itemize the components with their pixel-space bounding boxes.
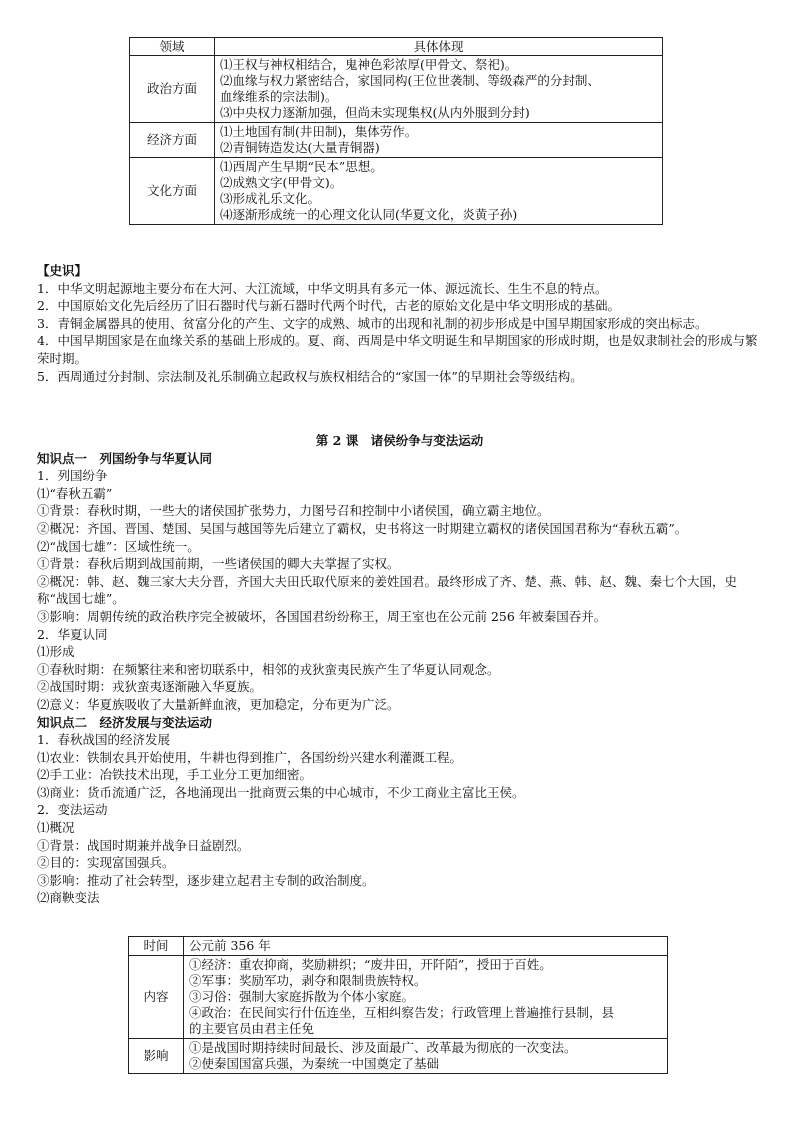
text-line: ①背景：春秋后期到战国前期，一些诸侯国的卿大夫掌握了实权。 [37,556,400,572]
content-line: ⑵成熟文字(甲骨文)。 [220,175,343,190]
list-item: 5．西周通过分封制、宗法制及礼乐制确立起政权与族权相结合的“家国一体”的早期社会等级结构。 [37,368,583,384]
row-content [215,56,663,123]
row-content [184,956,668,1039]
content-line: 血缘维系的宗法制)。 [220,89,338,104]
content-line: ⑶形成礼乐文化。 [220,191,321,206]
text-line: 2．华夏认同 [37,626,108,642]
row-label: 内容 [129,956,184,1039]
content-line: 公元前 356 年 [189,938,271,953]
text-line: ②目的：实现富国强兵。 [37,855,175,871]
content-line: ⑶中央权力逐渐加强，但尚未实现集权(从内外服到分封) [220,105,530,120]
text-line: ③影响：推动了社会转型，逐步建立起君主专制的政治制度。 [37,872,375,888]
text-line: 1．列国纷争 [37,468,108,484]
knowledge-point-title: 知识点一 列国纷争与华夏认同 [37,450,213,466]
content-line: ⑷逐渐形成统一的心理文化认同(华夏文化，炎黄子孙) [220,207,518,222]
content-line: ②使秦国国富兵强，为秦统一中国奠定了基础 [189,1056,440,1071]
content-line: 的主要官员由君主任免 [189,1021,315,1036]
list-item: 3．青铜金属器具的使用、贫富分化的产生、文字的成熟、城市的出现和礼制的初步形成是中国早期国家形成的突出标志。 [37,315,708,331]
text-line: ⑴形成 [37,644,75,660]
row-label: 政治方面 [130,56,215,123]
text-line: ⑴概况 [37,820,75,836]
text-line: ⑴农业：铁制农具开始使用，牛耕也得到推广，各国纷纷兴建水利灌溉工程。 [37,749,463,765]
content-line: ②军事：奖励军功，剥夺和限制贵族特权。 [189,973,427,988]
text-line: ⑵商鞅变法 [37,890,100,906]
text-line: ①背景：春秋时期，一些大的诸侯国扩张势力，力图号召和控制中小诸侯国，确立霸主地位。 [37,503,550,519]
content-line: ①经济：重农抑商，奖励耕织；“废井田，开阡陌”，授田于百姓。 [189,957,552,972]
row-content [184,937,668,956]
table-row [129,956,668,1039]
table-row [130,56,663,123]
text-line: ②战国时期：戎狄蛮夷逐渐融入华夏族。 [37,679,263,695]
row-label: 经济方面 [130,123,215,158]
table-row [129,1039,668,1074]
shishi-heading: 【史识】 [37,263,88,278]
text-line: ⑶商业：货币流通广泛，各地涌现出一批商贾云集的中心城市，不少工商业主富比王侯。 [37,784,525,800]
row-content [184,1039,668,1074]
header-detail: 具体体现 [215,38,663,56]
lesson-title: 第 2 课 诸侯纷争与变法运动 [315,433,484,448]
list-item: 1．中华文明起源地主要分布在大河、大江流域，中华文明具有多元一体、源远流长、生生不息的特点。 [37,280,608,296]
content-line: ⑵青铜铸造发达(大量青铜器) [220,140,380,155]
list-item: 4．中国早期国家是在血缘关系的基础上形成的。夏、商、西周是中华文明诞生和早期国家的形成时期，也是奴隶制社会的形成与繁荣时期。 [37,333,758,366]
content-line: ⑴西周产生早期“民本”思想。 [220,159,383,174]
table-row [130,158,663,225]
content-line: ⑵血缘与权力紧密结合，家国同构(王位世袭制、等级森严的分封制、 [220,73,600,88]
text-line: ③影响：周朝传统的政治秩序完全被破坏，各国国君纷纷称王，周王室也在公元前 256 年被秦国吞并。 [37,608,607,624]
text-line: 1．春秋战国的经济发展 [37,732,170,748]
shishi-section [37,262,762,385]
content-line: ③习俗：强制大家庭拆散为个体小家庭。 [189,989,415,1004]
content-line: ⑴土地国有制(井田制)，集体劳作。 [220,124,418,139]
text-line: ⑵意义：华夏族吸收了大量新鲜血液，更加稳定，分布更为广泛。 [37,696,400,712]
row-content [215,123,663,158]
text-line: ②概况：齐国、晋国、楚国、吴国与越国等先后建立了霸权，史书将这一时期建立霸权的诸侯国国君称为“春秋五霸”。 [37,520,688,536]
shang-yang-reform-table [128,936,668,1074]
table-row [129,937,668,956]
text-line: ⑴“春秋五霸” [37,485,113,501]
header-field: 领域 [130,38,215,56]
text-line: ⑵手工业：冶铁技术出现，手工业分工更加细密。 [37,767,313,783]
text-line: ①背景：战国时期兼并战争日益剧烈。 [37,837,250,853]
lesson-section [37,432,762,907]
row-label: 文化方面 [130,158,215,225]
content-line: ④政治：在民间实行什伍连坐，互相纠察告发；行政管理上普遍推行县制，县 [189,1005,615,1020]
table-row [130,123,663,158]
table-header-row [130,38,663,56]
row-content [215,158,663,225]
text-line: ⑵“战国七雄”：区域性统一。 [37,538,200,554]
knowledge-point-title: 知识点二 经济发展与变法运动 [37,714,213,730]
text-line: ②概况：韩、赵、魏三家大夫分晋，齐国大夫田氏取代原来的姜姓国君。最终形成了齐、楚、燕、韩、赵、魏、秦七个大国，史称“战国七雄”。 [37,573,738,607]
text-line: 2．变法运动 [37,802,108,818]
row-label: 时间 [129,937,184,956]
content-line: ⑴王权与神权相结合，鬼神色彩浓厚(甲骨文、祭祀)。 [220,57,518,72]
features-table [129,37,663,225]
list-item: 2．中国原始文化先后经历了旧石器时代与新石器时代两个时代，古老的原始文化是中华文明形成的基础。 [37,298,620,314]
text-line: ①春秋时期：在频繁往来和密切联系中，相邻的戎狄蛮夷民族产生了华夏认同观念。 [37,661,500,677]
content-line: ①是战国时期持续时间最长、涉及面最广、改革最为彻底的一次变法。 [189,1040,577,1055]
row-label: 影响 [129,1039,184,1074]
